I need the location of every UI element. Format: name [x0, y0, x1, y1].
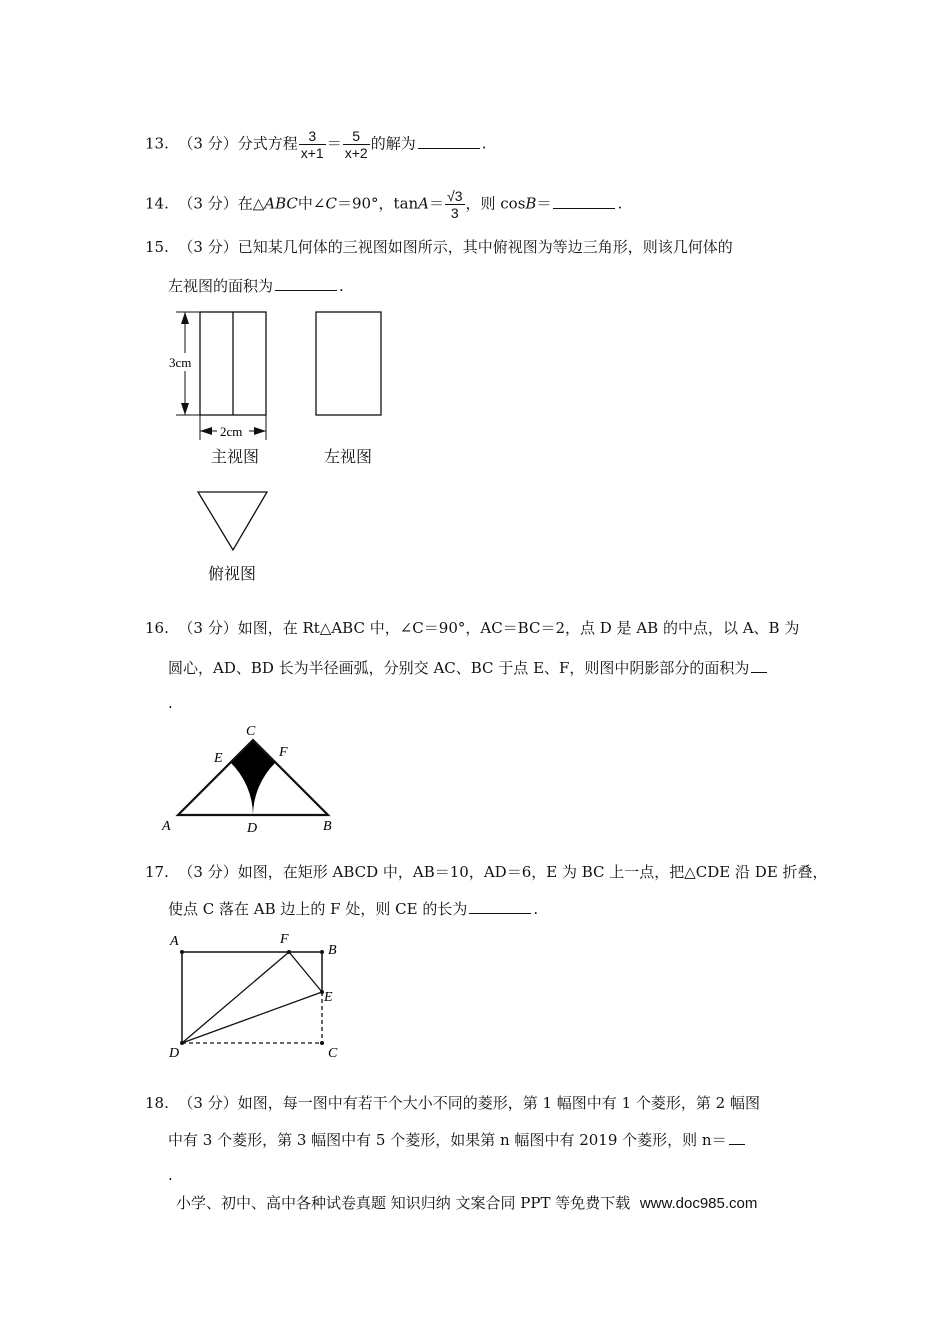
q14-text-3: ＝90°，tan	[336, 194, 419, 213]
arrow-up-icon	[181, 312, 189, 324]
q18-text-1: 如图，每一图中有若干个大小不同的菱形，第 1 幅图中有 1 个菱形，第 2 幅图	[237, 1094, 760, 1112]
q13-end: .	[481, 134, 487, 153]
q14-text-1: 在△	[237, 194, 265, 213]
answer-blank	[275, 276, 337, 291]
label-c: C	[328, 1046, 338, 1061]
question-13	[145, 128, 486, 161]
question-15-line-2	[168, 276, 344, 296]
q16-text-2: 圆心，AD、BD 长为半径画弧，分别交 AC、BC 于点 E、F，则图中阴影部分的面积为	[168, 659, 750, 677]
q17-text-1: 如图，在矩形 ABCD 中，AB＝10，AD＝6，E 为 BC 上一点，把△CDE 沿 DE 折叠，	[237, 863, 828, 881]
q14-text-4: ＝	[429, 194, 445, 213]
label-d: D	[169, 1046, 180, 1061]
q13-score: （3 分）	[178, 134, 238, 153]
label-f: F	[280, 932, 289, 947]
front-view-caption: 主视图	[211, 447, 260, 466]
shaded-region	[231, 740, 276, 815]
answer-blank	[469, 899, 531, 914]
q14-end: .	[617, 194, 623, 213]
q14-abc: ABC	[264, 194, 298, 213]
footer-text: 小学、初中、高中各种试卷真题 知识归纳 文案合同 PPT 等免费下载	[176, 1194, 631, 1212]
question-15-line-1	[145, 237, 733, 257]
q13-left-fraction: $\frac{3}{x+1}$	[300, 128, 324, 161]
q16-score: （3 分）	[178, 619, 238, 637]
q14-text-2: 中∠	[297, 194, 326, 213]
q13-tail: 的解为	[370, 134, 416, 153]
question-18-line-1	[145, 1093, 760, 1113]
top-view-triangle	[198, 492, 267, 550]
segment-df	[182, 952, 289, 1043]
label-a: A	[162, 819, 171, 834]
q17-number: 17.	[145, 863, 169, 881]
question-17-line-2	[168, 899, 538, 919]
question-18-line-2	[168, 1130, 747, 1150]
footer	[176, 1192, 757, 1213]
q14-fraction: $\frac{√3}{3}$	[447, 188, 463, 221]
q13-equals: ＝	[326, 134, 342, 153]
arrow-right-icon	[254, 427, 266, 435]
label-f: F	[279, 745, 288, 760]
q14-b: B	[525, 194, 537, 213]
q18-number: 18.	[145, 1094, 169, 1112]
label-e: E	[324, 990, 333, 1005]
segment-de	[182, 992, 322, 1043]
q13-text: 分式方程	[237, 134, 298, 153]
q15-number: 15.	[145, 238, 169, 256]
q16-number: 16.	[145, 619, 169, 637]
q17-end: .	[533, 900, 539, 918]
q13-right-fraction: $\frac{5}{x+2}$	[344, 128, 368, 161]
q14-text-5: ，则 cos	[465, 194, 526, 213]
question-17-line-1	[145, 862, 828, 882]
question-14	[145, 188, 622, 221]
label-d: D	[247, 821, 258, 836]
q14-c: C	[325, 194, 337, 213]
q15-end: .	[339, 277, 344, 295]
q14-a: A	[418, 194, 430, 213]
q14-text-6: ＝	[536, 194, 552, 213]
question-16-line-2	[168, 658, 769, 678]
answer-blank	[751, 658, 767, 673]
label-b: B	[323, 819, 332, 834]
q18-end: .	[168, 1166, 173, 1184]
q13-number: 13.	[145, 134, 169, 153]
q14-number: 14.	[145, 194, 169, 213]
answer-blank	[729, 1130, 745, 1145]
question-16-line-1	[145, 618, 799, 638]
label-b: B	[328, 943, 337, 958]
label-e: E	[214, 751, 223, 766]
label-c: C	[246, 724, 256, 739]
q17-text-2: 使点 C 落在 AB 边上的 F 处，则 CE 的长为	[168, 900, 468, 918]
footer-link[interactable]: www.doc985.com	[639, 1195, 758, 1212]
arrow-left-icon	[200, 427, 212, 435]
height-label: 3cm	[169, 355, 192, 370]
width-label: 2cm	[220, 424, 243, 439]
q14-score: （3 分）	[178, 194, 238, 213]
q16-text-1: 如图，在 Rt△ABC 中，∠C＝90°，AC＝BC＝2，点 D 是 AB 的中点，以 A、B 为	[237, 619, 800, 637]
q15-score: （3 分）	[178, 238, 238, 256]
q16-end: .	[168, 694, 173, 712]
top-view-caption: 俯视图	[208, 564, 257, 583]
q17-score: （3 分）	[178, 863, 238, 881]
q17-rectangle-figure	[160, 925, 360, 1065]
q18-score: （3 分）	[178, 1094, 238, 1112]
q15-text-1: 已知某几何体的三视图如图所示，其中俯视图为等边三角形，则该几何体的	[237, 238, 733, 256]
q16-triangle-figure	[160, 718, 360, 838]
left-view-rect	[316, 312, 381, 415]
arrow-down-icon	[181, 403, 189, 415]
left-view-caption: 左视图	[324, 447, 373, 466]
q15-text-2: 左视图的面积为	[168, 277, 274, 295]
q18-text-2: 中有 3 个菱形，第 3 幅图中有 5 个菱形，如果第 n 幅图中有 2019 个菱形，则 n＝	[168, 1131, 727, 1149]
answer-blank	[418, 134, 480, 149]
label-a: A	[170, 934, 179, 949]
answer-blank	[553, 194, 615, 209]
segment-fe	[289, 952, 322, 992]
